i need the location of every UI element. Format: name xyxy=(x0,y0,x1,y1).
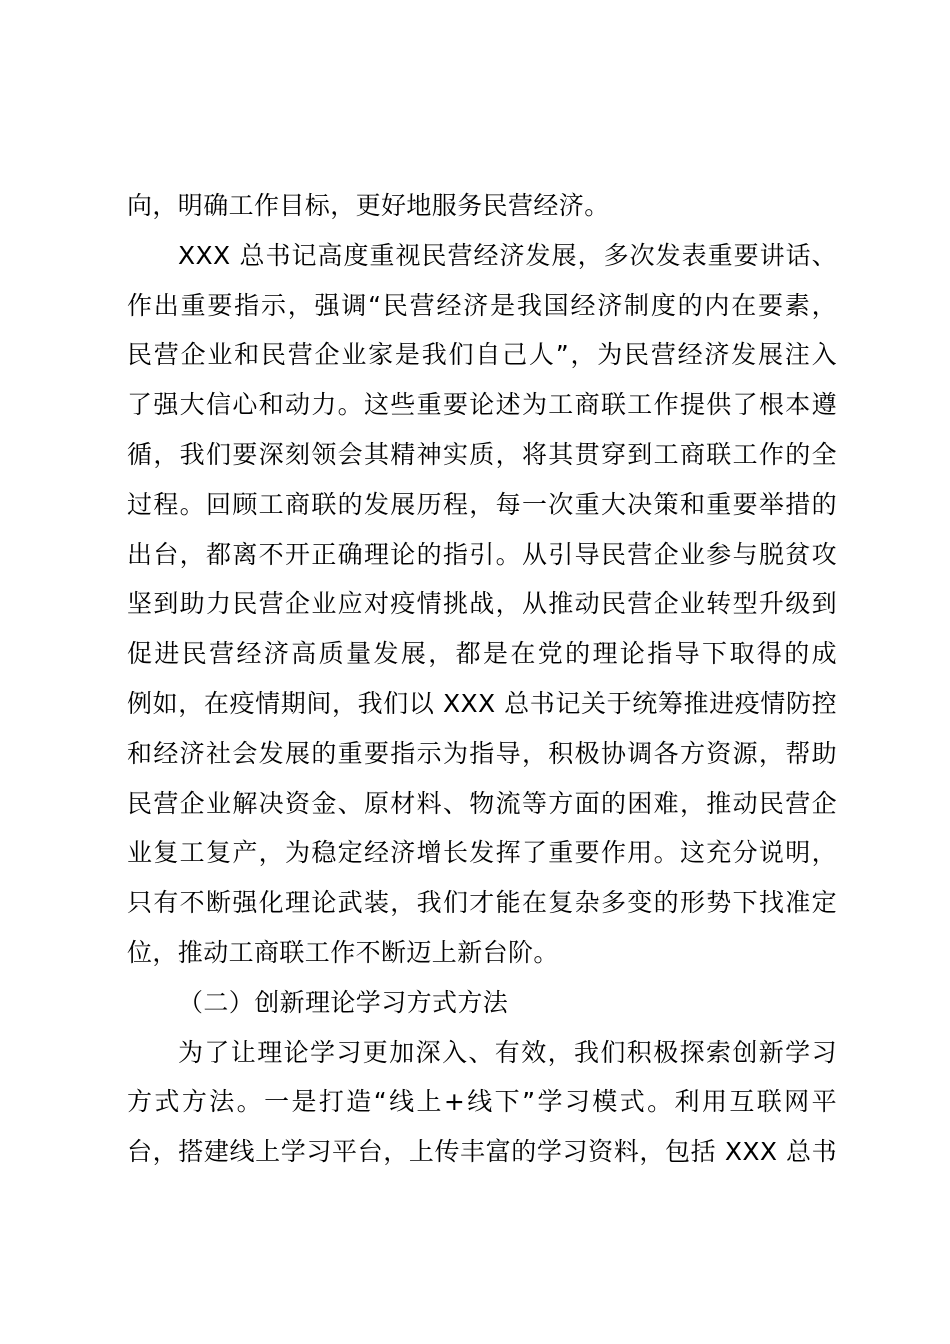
section-heading: （二）创新理论学习方式方法 xyxy=(178,987,509,1017)
text-line: 促进民营经济高质量发展，都是在党的理论指导下取得的成 xyxy=(127,639,837,669)
text-line: 过程。回顾工商联的发展历程，每一次重大决策和重要举措的 xyxy=(127,489,837,519)
text-line: XXX 总书记高度重视民营经济发展，多次发表重要讲话、 xyxy=(178,240,837,270)
text-line: 例如，在疫情期间，我们以 XXX 总书记关于统筹推进疫情防控 xyxy=(127,688,837,718)
text-line: 作出重要指示，强调“民营经济是我国经济制度的内在要素， xyxy=(127,290,837,320)
text-line: 和经济社会发展的重要指示为指导，积极协调各方资源，帮助 xyxy=(127,738,837,768)
text-line: 台，搭建线上学习平台，上传丰富的学习资料，包括 XXX 总书 xyxy=(127,1137,837,1167)
text-line: 为了让理论学习更加深入、有效，我们积极探索创新学习 xyxy=(178,1037,837,1067)
body-text xyxy=(127,181,837,1177)
text-line: 循，我们要深刻领会其精神实质，将其贯穿到工商联工作的全 xyxy=(127,439,837,469)
text-line: 业复工复产，为稳定经济增长发挥了重要作用。这充分说明， xyxy=(127,838,837,868)
text-line: 民营企业和民营企业家是我们自己人”，为民营经济发展注入 xyxy=(127,340,837,370)
text-line: 出台，都离不开正确理论的指引。从引导民营企业参与脱贫攻 xyxy=(127,539,837,569)
text-line: 位，推动工商联工作不断迈上新台阶。 xyxy=(127,937,559,967)
text-line: 只有不断强化理论武装，我们才能在复杂多变的形势下找准定 xyxy=(127,888,837,918)
text-line: 方式方法。一是打造“线上+线下”学习模式。利用互联网平 xyxy=(127,1087,837,1117)
text-line: 民营企业解决资金、原材料、物流等方面的困难，推动民营企 xyxy=(127,788,837,818)
text-line: 坚到助力民营企业应对疫情挑战，从推动民营企业转型升级到 xyxy=(127,589,837,619)
text-line: 了强大信心和动力。这些重要论述为工商联工作提供了根本遵 xyxy=(127,390,837,420)
text-line: 向，明确工作目标，更好地服务民营经济。 xyxy=(127,191,610,220)
